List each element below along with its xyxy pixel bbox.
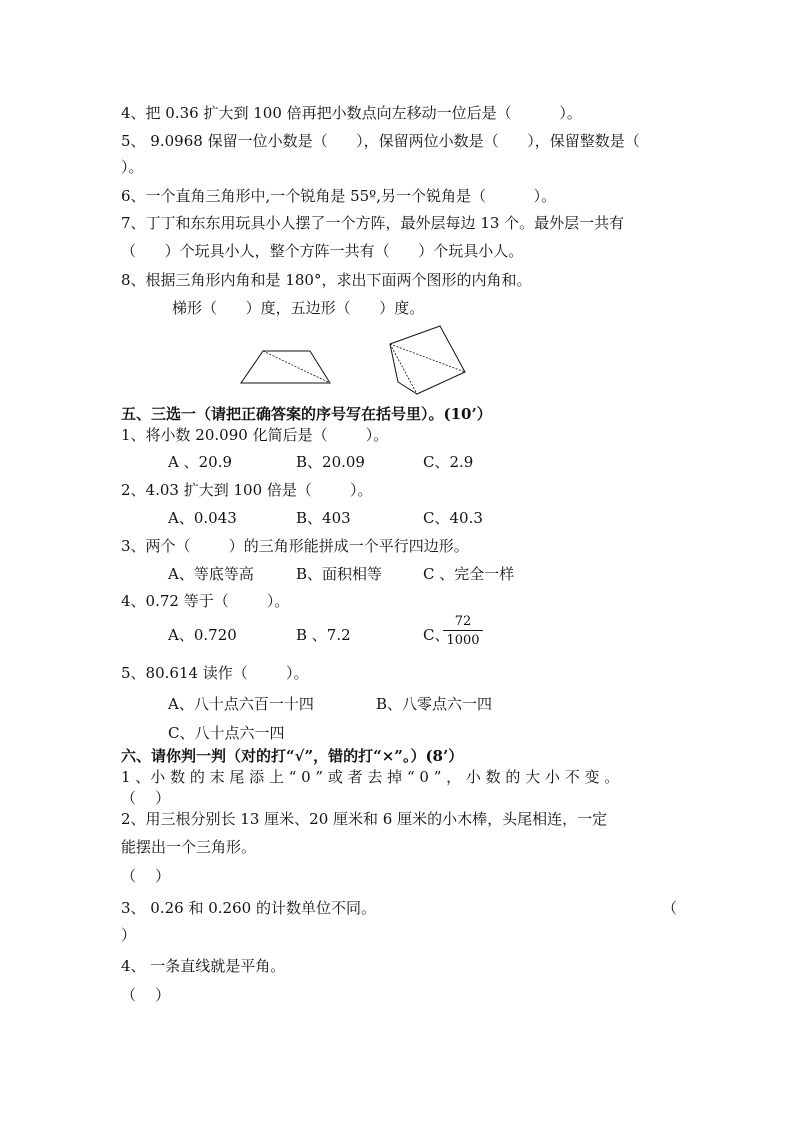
s5-q3-option-c: C 、完全一样 — [423, 565, 515, 583]
trapezoid-outline — [241, 351, 330, 383]
s6-question-1-answer: （ ） — [121, 789, 171, 807]
s5-q4-option-b: B 、7.2 — [296, 626, 351, 644]
s5-q4-option-a: A、0.720 — [168, 626, 237, 644]
s5-q2-option-a: A、0.043 — [168, 509, 237, 527]
fraction-numerator: 72 — [443, 614, 483, 631]
s5-q5-option-c: C、八十点六一四 — [168, 724, 285, 742]
s5-q1-option-b: B、20.09 — [296, 453, 365, 471]
s6-question-2-line2: 能摆出一个三角形。 — [121, 838, 257, 856]
fraction-denominator: 1000 — [446, 633, 480, 648]
question-5-line1: 5、 9.0968 保留一位小数是（ ），保留两位小数是（ ），保留整数是（ — [121, 132, 640, 150]
s5-question-2: 2、4.03 扩大到 100 倍是（ ）。 — [121, 481, 373, 499]
question-7-line1: 7、丁丁和东东用玩具小人摆了一个方阵，最外层每边 13 个。最外层一共有 — [121, 214, 625, 232]
s6-question-1-line1: 1 、小 数 的 末 尾 添 上 “ 0 ” 或 者 去 掉 “ 0 ” ， 小 数 的 大 小 不 变 。 — [121, 768, 620, 786]
s5-q2-option-c: C、40.3 — [423, 509, 483, 527]
pentagon-figure — [386, 322, 470, 398]
pentagon-diagonal-1 — [390, 344, 465, 372]
s5-q4-option-c-fraction — [443, 614, 483, 648]
s6-question-3-paren-close: ） — [121, 926, 137, 944]
s6-question-2-line1: 2、用三根分别长 13 厘米、20 厘米和 6 厘米的小木棒，头尾相连，一定 — [121, 810, 608, 828]
trapezoid-figure — [238, 348, 334, 386]
section-5-title: 五、三选一（请把正确答案的序号写在括号里）。(10’） — [121, 405, 492, 423]
question-6: 6、一个直角三角形中,一个锐角是 55º,另一个锐角是（ ）。 — [121, 187, 557, 205]
s5-q3-option-b: B、面积相等 — [296, 565, 383, 583]
s5-question-1: 1、将小数 20.090 化简后是（ ）。 — [121, 426, 389, 444]
s5-q5-option-b: B、八零点六一四 — [376, 695, 493, 713]
s6-question-3: 3、 0.26 和 0.260 的计数单位不同。 — [121, 899, 376, 917]
question-7-line2: （ ）个玩具小人，整个方阵一共有（ ）个玩具小人。 — [121, 242, 524, 260]
s5-q4-option-c-prefix: C、 — [423, 626, 450, 644]
s6-question-2-answer: （ ） — [121, 867, 171, 885]
s6-question-4-answer: （ ） — [121, 986, 171, 1004]
section-6-title: 六、请你判一判（对的打“√”，错的打“×”。）(8’） — [121, 747, 464, 765]
pentagon-diagonal-2 — [390, 344, 417, 394]
s5-question-5: 5、80.614 读作（ ）。 — [121, 664, 309, 682]
s5-question-3: 3、两个（ ）的三角形能拼成一个平行四边形。 — [121, 537, 469, 555]
s5-q1-option-a: A 、20.9 — [168, 453, 232, 471]
question-4: 4、把 0.36 扩大到 100 倍再把小数点向左移动一位后是（ ）。 — [121, 104, 582, 122]
question-5-line2: ）。 — [121, 158, 144, 176]
s6-question-3-paren-open: （ — [662, 899, 678, 917]
s5-q2-option-b: B、403 — [296, 509, 351, 527]
s5-q3-option-a: A、等底等高 — [168, 565, 254, 583]
question-8-answers: 梯形（ ）度，五边形（ ）度。 — [172, 299, 425, 317]
question-8: 8、根据三角形内角和是 180°，求出下面两个图形的内角和。 — [121, 271, 532, 289]
s5-q1-option-c: C、2.9 — [423, 453, 474, 471]
s6-question-4: 4、 一条直线就是平角。 — [121, 957, 286, 975]
s5-q5-option-a: A、八十点六百一十四 — [168, 695, 314, 713]
pentagon-outline — [390, 326, 465, 394]
s5-question-4: 4、0.72 等于（ ）。 — [121, 592, 290, 610]
